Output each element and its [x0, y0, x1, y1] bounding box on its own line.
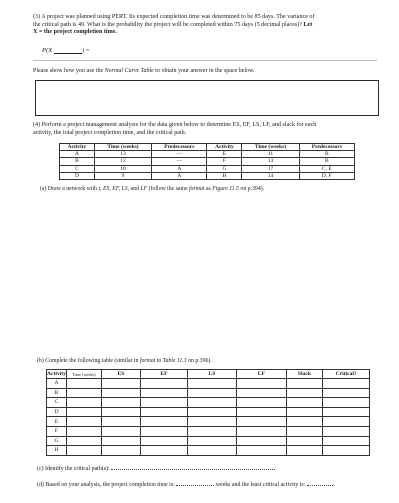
header-predecessors: Predecessors	[152, 144, 207, 151]
activity-label: A	[47, 379, 67, 389]
answer-cell[interactable]	[187, 436, 236, 446]
table-row	[47, 436, 370, 446]
table-row	[47, 446, 370, 456]
answer-cell[interactable]	[286, 436, 323, 446]
q3-text-line2: the critical path is 49. What is the probability the project will be completed within 75 days (5 decimal places)?	[33, 21, 302, 28]
header-activity: Activity	[47, 371, 66, 377]
table-row	[47, 417, 370, 427]
table-cell: 17	[242, 165, 299, 172]
completion-time-blank[interactable]	[176, 480, 214, 486]
answer-cell[interactable]	[237, 398, 286, 408]
activity-label: G	[47, 436, 67, 446]
prob-close: )	[81, 47, 85, 54]
answer-cell[interactable]	[141, 407, 187, 417]
critical-path-blank[interactable]	[111, 464, 275, 470]
table-cell: 10	[94, 165, 151, 172]
table-cell: 9	[94, 172, 151, 179]
activity-label: F	[47, 426, 67, 436]
part-b-text: (b) Complete the following table (similar in	[37, 358, 139, 364]
q4-text-line2: activity, the total project completion time, and the critical path.	[33, 129, 187, 136]
q4-number: (4)	[33, 122, 41, 128]
header-ls: LS	[187, 370, 236, 379]
table-row	[60, 158, 355, 165]
table-cell: B	[60, 158, 95, 165]
question-4	[33, 122, 379, 137]
instruction-text-end: to obtain your answer in the space below.	[155, 68, 255, 74]
answer-cell[interactable]	[323, 407, 370, 417]
answer-cell[interactable]	[101, 379, 141, 389]
q4-line1	[33, 122, 379, 130]
answer-cell[interactable]	[66, 398, 101, 408]
answer-cell[interactable]	[286, 388, 323, 398]
table-cell: B	[299, 158, 354, 165]
header-es: ES	[101, 370, 141, 379]
answer-cell[interactable]	[187, 388, 236, 398]
answer-cell[interactable]	[66, 388, 101, 398]
answer-cell[interactable]	[323, 398, 370, 408]
part-a-text: (a) Draw a network with	[40, 186, 97, 192]
answer-cell[interactable]	[101, 398, 141, 408]
answer-cell[interactable]	[101, 426, 141, 436]
least-critical-blank[interactable]	[307, 480, 333, 486]
part-a-vars: t, ES, EF, LS,	[98, 186, 130, 192]
activity-label: D	[47, 407, 67, 417]
answer-cell[interactable]	[66, 407, 101, 417]
activity-label: H	[47, 446, 67, 456]
header-activity: Activity	[60, 144, 95, 151]
q3-line2	[33, 22, 379, 30]
answer-cell[interactable]	[323, 446, 370, 456]
answer-cell[interactable]	[101, 436, 141, 446]
part-c-text: (c) Identify the critical path(s):	[37, 466, 110, 472]
answer-cell[interactable]	[187, 417, 236, 427]
table-row	[47, 388, 370, 398]
table-row	[60, 151, 355, 158]
table-cell: F	[207, 158, 242, 165]
header-time-2: Time (weeks)	[242, 144, 299, 151]
table-row	[47, 379, 370, 389]
answer-cell[interactable]	[66, 379, 101, 389]
activity-data-table	[59, 143, 355, 180]
answer-cell[interactable]	[187, 446, 236, 456]
answer-cell[interactable]	[141, 398, 187, 408]
header-predecessors-2: Predecessors	[299, 144, 354, 151]
part-b-table-ref: Table 11.3	[162, 358, 187, 364]
answer-cell[interactable]	[141, 379, 187, 389]
prob-equals: =	[85, 47, 90, 54]
answer-cell[interactable]	[237, 436, 286, 446]
header-slack: Slack	[286, 370, 323, 379]
header-time: Time (weeks)	[66, 370, 101, 379]
answer-cell[interactable]	[286, 446, 323, 456]
activity-label: E	[47, 417, 67, 427]
answer-cell[interactable]	[141, 446, 187, 456]
part-a-and: and	[130, 186, 139, 192]
answer-cell[interactable]	[187, 398, 236, 408]
q3-instruction	[33, 68, 255, 74]
part-b-to: to	[156, 358, 162, 364]
table-cell: C	[60, 165, 95, 172]
q3-number: (3)	[33, 14, 41, 20]
instruction-text: Please show how you use the	[33, 68, 104, 74]
answer-cell[interactable]	[286, 398, 323, 408]
answer-cell[interactable]	[187, 379, 236, 389]
table-cell: A	[152, 172, 207, 179]
answer-cell[interactable]	[286, 426, 323, 436]
part-d-mid: weeks and the least critical activity is:	[215, 482, 306, 488]
table-cell: H	[207, 172, 242, 179]
part-d-end: .	[332, 482, 335, 488]
analysis-answer-table	[46, 369, 370, 456]
answer-cell[interactable]	[237, 379, 286, 389]
answer-cell[interactable]	[66, 436, 101, 446]
table-cell: G	[207, 165, 242, 172]
table-cell: 13	[94, 151, 151, 158]
q4-part-d	[37, 480, 334, 488]
answer-cell[interactable]	[141, 426, 187, 436]
answer-cell[interactable]	[323, 417, 370, 427]
answer-cell[interactable]	[66, 446, 101, 456]
answer-cell[interactable]	[66, 417, 101, 427]
answer-cell[interactable]	[101, 446, 141, 456]
part-d-text: (d) Based on your analysis, the project completion time is:	[37, 482, 175, 488]
answer-cell[interactable]	[237, 407, 286, 417]
divider-line	[33, 60, 377, 61]
table-cell: D, F	[299, 172, 354, 179]
table-row	[60, 172, 355, 179]
answer-cell[interactable]	[187, 426, 236, 436]
answer-cell[interactable]	[323, 379, 370, 389]
table-cell: —	[152, 151, 207, 158]
table-cell: 11	[242, 151, 299, 158]
part-a-lf: LF	[140, 186, 148, 192]
header-critical: Critical?	[323, 370, 370, 379]
activity-table-header-row	[60, 144, 355, 151]
probability-expression	[42, 47, 90, 54]
prob-blank-field[interactable]	[54, 47, 85, 54]
q3-line1	[33, 14, 379, 22]
answer-cell[interactable]	[286, 379, 323, 389]
answer-cell[interactable]	[323, 426, 370, 436]
answer-cell[interactable]	[141, 436, 187, 446]
activity-label: C	[47, 398, 67, 408]
table-row	[47, 398, 370, 408]
q4-part-c	[37, 464, 275, 472]
header-ef: EF	[141, 370, 187, 379]
header-time: Time (weeks)	[94, 144, 151, 151]
q4-part-b	[37, 358, 212, 364]
table-cell: B	[299, 151, 354, 158]
answer-cell[interactable]	[286, 417, 323, 427]
header-activity-2: Activity	[207, 144, 242, 151]
answer-cell[interactable]	[323, 388, 370, 398]
instruction-table-name: Normal Curve Table	[104, 68, 154, 74]
header-lf: LF	[237, 370, 286, 379]
answer-cell[interactable]	[141, 388, 187, 398]
answer-cell[interactable]	[237, 388, 286, 398]
answer-cell[interactable]	[66, 426, 101, 436]
answer-cell[interactable]	[237, 417, 286, 427]
table-cell: A	[152, 165, 207, 172]
activity-label: B	[47, 388, 67, 398]
part-b-end: on p.396).	[188, 358, 212, 364]
table-cell: 12	[94, 158, 151, 165]
part-a-mid: (follow the same	[148, 186, 188, 192]
part-a-end: on p.394).	[240, 186, 265, 192]
answer-cell[interactable]	[101, 407, 141, 417]
answer-cell[interactable]	[141, 417, 187, 427]
table-row	[60, 165, 355, 172]
answer-cell[interactable]	[101, 388, 141, 398]
table-cell: 13	[242, 158, 299, 165]
answer-cell[interactable]	[237, 426, 286, 436]
part-a-as: as	[205, 186, 211, 192]
part-a-figure-ref: Figure 11.5	[212, 186, 239, 192]
table-cell: 14	[242, 172, 299, 179]
prob-prefix: P(X	[42, 47, 53, 54]
table-cell: C, E	[299, 165, 354, 172]
answer-cell[interactable]	[323, 436, 370, 446]
table-cell: A	[60, 151, 95, 158]
answer-cell[interactable]	[187, 407, 236, 417]
part-b-format: format	[139, 358, 156, 364]
answer-cell[interactable]	[237, 446, 286, 456]
table-cell: D	[60, 172, 95, 179]
q3-answer-box[interactable]	[35, 80, 379, 116]
q3-x-definition: X = the project completion time.	[33, 29, 117, 35]
part-a-format: format	[189, 186, 205, 192]
q3-let: Let	[303, 21, 313, 28]
question-3	[33, 14, 379, 37]
q3-text-line1: A project was planned using PERT. Its expected completion time was determined to be 85 days. The variance of	[41, 14, 315, 20]
table-row	[47, 407, 370, 417]
table-row	[47, 426, 370, 436]
q4-part-a	[40, 186, 264, 192]
q4-text-line1: Perform a project management analysis for the data given below to determine ES, EF, LS, LF, and slack for each	[41, 122, 317, 128]
answer-cell[interactable]	[286, 407, 323, 417]
answer-table-header-row	[47, 370, 370, 379]
table-cell: —	[152, 158, 207, 165]
table-cell: E	[207, 151, 242, 158]
answer-cell[interactable]	[101, 417, 141, 427]
